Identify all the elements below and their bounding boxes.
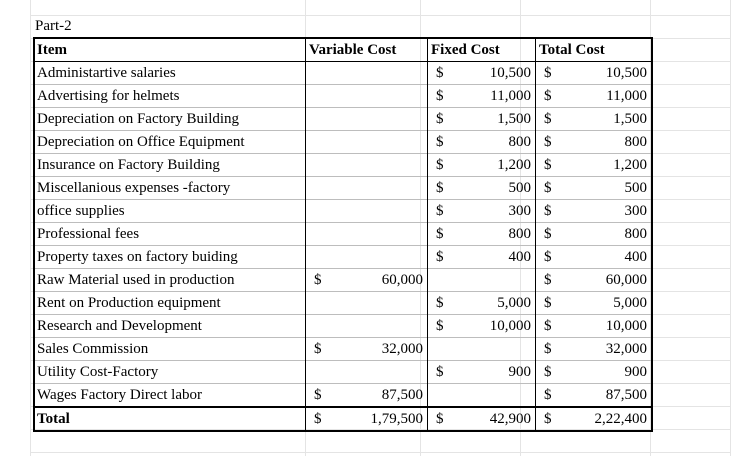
fixed-cost-cell-value: 5,000 [497,295,531,311]
variable-cost-cell[interactable] [306,246,428,269]
variable-cost-cell[interactable] [306,131,428,154]
currency-symbol: $ [436,295,444,311]
fixed-cost-cell[interactable] [428,62,536,85]
fixed-cost-cell[interactable] [428,269,536,292]
item-cell[interactable]: office supplies [34,200,306,223]
table-row [34,338,652,361]
fixed-cost-cell[interactable] [428,246,536,269]
gridline [30,452,730,453]
total-cost-cell-value: 1,500 [613,111,647,127]
variable-cost-cell[interactable] [306,384,428,408]
total-cost-cell[interactable] [536,246,653,269]
total-cost-cell[interactable] [536,85,653,108]
item-cell[interactable]: Raw Material used in production [34,269,306,292]
variable-cost-cell-value: 60,000 [381,272,423,288]
total-cost-cell[interactable] [536,384,653,408]
part-title: Part-2 [35,18,72,34]
total-cost-cell[interactable] [536,62,653,85]
fixed-cost-cell[interactable] [428,292,536,315]
fixed-cost-cell-value: 900 [508,364,531,380]
table-row [34,269,652,292]
fixed-cost-cell[interactable] [428,108,536,131]
table-row [34,200,652,223]
total-cost-cell-value: 32,000 [605,341,647,357]
variable-cost-cell-value: 32,000 [381,341,423,357]
total-cost-cell-value: 400 [624,249,647,265]
fixed-cost-cell-value: 500 [508,180,531,196]
table-row [34,292,652,315]
total-cost-cell-value: 10,500 [605,65,647,81]
currency-symbol: $ [436,318,444,334]
currency-symbol: $ [544,272,552,288]
spreadsheet [33,15,653,432]
item-cell[interactable]: Insurance on Factory Building [34,154,306,177]
variable-cost-cell[interactable] [306,177,428,200]
total-cost-cell-value: 500 [624,180,647,196]
variable-cost-cell[interactable] [306,315,428,338]
total-cost-cell-value: 900 [624,364,647,380]
fixed-cost-cell[interactable] [428,131,536,154]
currency-symbol: $ [544,387,552,403]
total-cost-cell-value: 10,000 [605,318,647,334]
total-cost-cell[interactable] [536,269,653,292]
table-row [34,131,652,154]
variable-cost-cell[interactable] [306,292,428,315]
currency-symbol: $ [436,180,444,196]
fixed-cost-cell-value: 300 [508,203,531,219]
total-cost-cell[interactable] [536,361,653,384]
item-cell[interactable]: Sales Commission [34,338,306,361]
total-cost-cell[interactable] [536,108,653,131]
total-cost-cell[interactable] [536,407,653,431]
fixed-cost-cell[interactable] [428,338,536,361]
variable-cost-cell-value: 87,500 [381,387,423,403]
fixed-cost-cell-value: 800 [508,134,531,150]
table-row [34,361,652,384]
currency-symbol: $ [544,111,552,127]
fixed-cost-cell[interactable] [428,85,536,108]
currency-symbol: $ [544,180,552,196]
variable-cost-cell[interactable] [306,85,428,108]
table-row [34,315,652,338]
item-cell[interactable]: Property taxes on factory buiding [34,246,306,269]
currency-symbol: $ [544,157,552,173]
fixed-cost-cell[interactable] [428,154,536,177]
total-cost-cell[interactable] [536,315,653,338]
currency-symbol: $ [436,111,444,127]
fixed-cost-cell[interactable] [428,200,536,223]
variable-cost-cell[interactable] [306,361,428,384]
variable-cost-cell[interactable] [306,108,428,131]
currency-symbol: $ [314,341,322,357]
table-row [34,246,652,269]
currency-symbol: $ [436,157,444,173]
currency-symbol: $ [436,411,444,427]
currency-symbol: $ [436,134,444,150]
total-cost-cell-value: 1,200 [613,157,647,173]
item-cell[interactable]: Rent on Production equipment [34,292,306,315]
table-row [34,223,652,246]
currency-symbol: $ [544,88,552,104]
fixed-cost-cell-value: 1,500 [497,111,531,127]
header-variable-cost[interactable]: Variable Cost [306,38,428,62]
fixed-cost-cell[interactable] [428,177,536,200]
currency-symbol: $ [544,295,552,311]
item-cell[interactable]: Administartive salaries [34,62,306,85]
total-cost-cell[interactable] [536,200,653,223]
header-item[interactable]: Item [34,38,306,62]
currency-symbol: $ [544,65,552,81]
header-fixed-cost[interactable]: Fixed Cost [428,38,536,62]
item-cell[interactable]: Advertising for helmets [34,85,306,108]
total-cost-cell[interactable] [536,131,653,154]
currency-symbol: $ [436,203,444,219]
currency-symbol: $ [314,387,322,403]
total-cost-cell-value: 5,000 [613,295,647,311]
total-cost-cell-value: 87,500 [605,387,647,403]
header-row [34,38,652,62]
currency-symbol: $ [436,249,444,265]
total-cost-cell[interactable] [536,154,653,177]
currency-symbol: $ [544,226,552,242]
variable-cost-cell[interactable] [306,269,428,292]
currency-symbol: $ [544,249,552,265]
item-cell[interactable]: Miscellanious expenses -factory [34,177,306,200]
fixed-cost-cell-value: 10,500 [489,65,531,81]
total-row [34,407,652,431]
currency-symbol: $ [544,203,552,219]
item-cell[interactable]: Depreciation on Office Equipment [34,131,306,154]
currency-symbol: $ [544,364,552,380]
currency-symbol: $ [436,226,444,242]
table-row [34,384,652,408]
table-row [34,85,652,108]
total-cost-cell-value: 11,000 [606,88,647,104]
table-row [34,154,652,177]
total-cost-cell-value: 800 [624,226,647,242]
total-cost-cell[interactable] [536,223,653,246]
table-row [34,108,652,131]
fixed-cost-cell-value: 400 [508,249,531,265]
variable-cost-cell[interactable] [306,223,428,246]
item-cell[interactable]: Wages Factory Direct labor [34,384,306,408]
total-cost-cell-value: 60,000 [605,272,647,288]
fixed-cost-cell-value: 11,000 [490,88,531,104]
item-cell[interactable]: Research and Development [34,315,306,338]
fixed-cost-cell[interactable] [428,315,536,338]
currency-symbol: $ [544,318,552,334]
variable-cost-cell[interactable] [306,200,428,223]
variable-cost-cell[interactable] [306,338,428,361]
total-cost-cell[interactable] [536,177,653,200]
gridline [730,0,731,456]
gridline [30,0,31,456]
cost-table [33,37,653,432]
fixed-cost-cell[interactable] [428,223,536,246]
variable-cost-cell[interactable] [306,407,428,431]
variable-cost-cell[interactable] [306,62,428,85]
fixed-cost-cell[interactable] [428,384,536,408]
fixed-cost-cell-value: 800 [508,226,531,242]
fixed-cost-cell[interactable] [428,361,536,384]
currency-symbol: $ [436,364,444,380]
total-cost-cell-value: 2,22,400 [594,411,647,427]
table-row [34,177,652,200]
fixed-cost-cell-value: 42,900 [489,411,531,427]
currency-symbol: $ [436,88,444,104]
fixed-cost-cell-value: 10,000 [489,318,531,334]
currency-symbol: $ [544,341,552,357]
item-cell[interactable]: Professional fees [34,223,306,246]
currency-symbol: $ [314,272,322,288]
currency-symbol: $ [436,65,444,81]
currency-symbol: $ [544,411,552,427]
item-cell[interactable]: Total [34,407,306,431]
total-cost-cell-value: 300 [624,203,647,219]
currency-symbol: $ [314,411,322,427]
variable-cost-cell[interactable] [306,154,428,177]
item-cell[interactable]: Utility Cost-Factory [34,361,306,384]
fixed-cost-cell-value: 1,200 [497,157,531,173]
currency-symbol: $ [544,134,552,150]
table-row [34,62,652,85]
variable-cost-cell-value: 1,79,500 [370,411,423,427]
total-cost-cell[interactable] [536,292,653,315]
total-cost-cell-value: 800 [624,134,647,150]
header-total-cost[interactable]: Total Cost [536,38,653,62]
fixed-cost-cell[interactable] [428,407,536,431]
item-cell[interactable]: Depreciation on Factory Building [34,108,306,131]
total-cost-cell[interactable] [536,338,653,361]
